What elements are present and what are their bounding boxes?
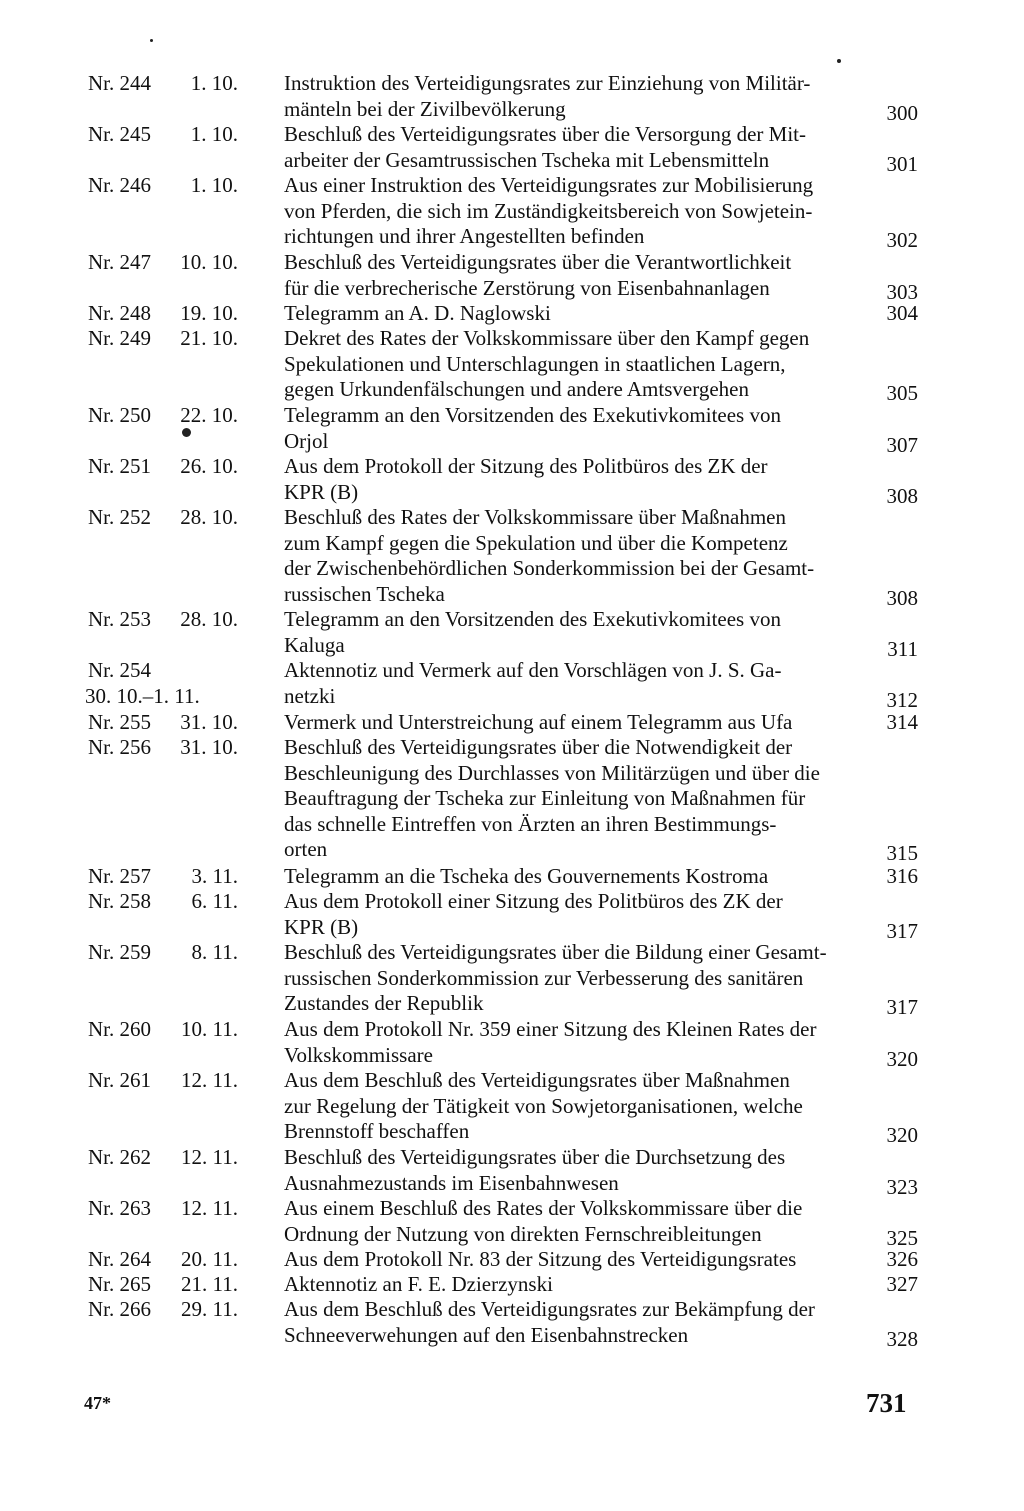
entry-title-line: KPR (B) [284, 914, 359, 939]
entry-date: 1. 10. [190, 173, 238, 197]
entry-date: 21. 11. [181, 1272, 238, 1296]
entry-number: Nr. 251 [88, 454, 151, 478]
entry-page: 327 [886, 1272, 918, 1296]
entry-title-line: Telegramm an A. D. Naglowski [284, 301, 551, 325]
entry-page: 317 [886, 918, 918, 943]
entry-title-line: netzki [284, 683, 336, 708]
entry-number: Nr. 259 [88, 940, 151, 964]
entry-date: 21. 10. [180, 326, 238, 350]
entry-date: 31. 10. [180, 735, 238, 759]
entry-page: 302 [886, 228, 918, 252]
entry-page: 304 [886, 301, 918, 325]
entry-title [284, 301, 872, 327]
entry-number: Nr. 246 [88, 173, 151, 197]
entry-title-line: Spekulationen und Unterschlagungen in staatlichen Lagern, [284, 351, 786, 376]
entry-title-line: zum Kampf gegen die Spekulation und über die Kompetenz [284, 530, 788, 555]
entry-date: 8. 11. [191, 940, 238, 964]
entry-date: 12. 11. [181, 1068, 238, 1092]
entry-number: Nr. 266 [88, 1297, 151, 1321]
entry-title-line: Telegramm an die Tscheka des Gouvernements Kostroma [284, 864, 769, 888]
entry-title [284, 454, 872, 505]
entry-title-line: Dekret des Rates der Volkskommissare über den Kampf gegen [284, 326, 810, 350]
entry-page: 300 [886, 100, 918, 125]
scan-speck [837, 59, 841, 63]
entry-date: 10. 11. [181, 1017, 238, 1041]
entry-title-line: das schnelle Eintreffen von Ärzten an ihren Bestimmungs- [284, 811, 777, 836]
entry-title-line: Aus dem Beschluß des Verteidigungsrates über Maßnahmen [284, 1068, 790, 1092]
entry-title [284, 1247, 872, 1273]
entry-number: Nr. 255 [88, 710, 151, 734]
entry-page: 312 [886, 687, 918, 712]
entry-title-line: Aus dem Protokoll der Sitzung des Politbüros des ZK der [284, 454, 768, 478]
entry-title [284, 71, 872, 122]
entry-title [284, 1017, 872, 1068]
entry-title [284, 403, 872, 454]
entry-number: Nr. 256 [88, 735, 151, 759]
entry-number: Nr. 249 [88, 326, 151, 350]
entry-title-line: für die verbrecherische Zerstörung von Eisenbahnanlagen [284, 275, 770, 300]
entry-date: 6. 11. [191, 889, 238, 913]
entry-title-line: Aktennotiz und Vermerk auf den Vorschlägen von J. S. Ga- [284, 658, 782, 682]
entry-title-line: Instruktion des Verteidigungsrates zur Einziehung von Militär- [284, 71, 811, 95]
entry-date: 28. 10. [180, 607, 238, 631]
entry-title [284, 1068, 872, 1145]
entry-title-line: Aus dem Protokoll Nr. 359 einer Sitzung des Kleinen Rates der [284, 1017, 817, 1041]
entry-date: 12. 11. [181, 1196, 238, 1220]
entry-page: 323 [886, 1174, 918, 1199]
scan-speck [182, 428, 191, 437]
entry-title [284, 173, 872, 250]
entry-title-line: arbeiter der Gesamtrussischen Tscheka mit Lebensmitteln [284, 147, 770, 172]
entry-title-line: Aktennotiz an F. E. Dzierzynski [284, 1272, 553, 1296]
entry-title-line: Beschluß des Rates der Volkskommissare über Maßnahmen [284, 505, 786, 529]
entry-number: Nr. 262 [88, 1145, 151, 1169]
entry-number: Nr. 265 [88, 1272, 151, 1296]
entry-title-line: Beschluß des Verteidigungsrates über die Bildung einer Gesamt- [284, 940, 827, 964]
entry-title [284, 735, 872, 863]
entry-title-line: Beschluß des Verteidigungsrates über die Versorgung der Mit- [284, 122, 806, 146]
entry-title-line: Zustandes der Republik [284, 991, 484, 1015]
entry-date: 1. 10. [190, 122, 238, 146]
entry-title-line: Aus dem Protokoll einer Sitzung des Politbüros des ZK der [284, 889, 783, 913]
entry-page: 311 [887, 636, 918, 661]
entry-number: Nr. 258 [88, 889, 151, 913]
entry-title [284, 1145, 872, 1196]
entry-title-line: der Zwischenbehördlichen Sonderkommission bei der Gesamt- [284, 556, 815, 580]
entry-title-line: orten [284, 837, 328, 861]
entry-page: 305 [886, 381, 918, 405]
entry-title-line: russischen Tscheka [284, 581, 445, 606]
entry-page: 316 [886, 864, 918, 888]
entry-number: Nr. 261 [88, 1068, 151, 1092]
entry-title [284, 658, 872, 709]
entry-title [284, 250, 872, 301]
entry-title-line: KPR (B) [284, 479, 359, 504]
entry-title-line: Beschluß des Verteidigungsrates über die Durchsetzung des [284, 1145, 786, 1169]
entry-page: 320 [886, 1046, 918, 1071]
entry-number: Nr. 263 [88, 1196, 151, 1220]
entry-number: Nr. 254 [88, 658, 151, 682]
entry-page: 307 [886, 432, 918, 457]
entry-number: Nr. 244 [88, 71, 151, 95]
entry-page: 315 [886, 841, 918, 865]
printer-signature: 47* [84, 1393, 111, 1413]
entry-number: Nr. 253 [88, 607, 151, 631]
entry-title-line: Beauftragung der Tscheka zur Einleitung von Maßnahmen für [284, 786, 806, 810]
entry-title [284, 122, 872, 173]
entry-date: 3. 11. [191, 864, 238, 888]
entry-title-line: Aus einem Beschluß des Rates der Volkskommissare über die [284, 1196, 803, 1220]
entry-title-line: Beschluß des Verteidigungsrates über die Verantwortlichkeit [284, 250, 792, 274]
entry-page: 328 [886, 1326, 918, 1351]
entry-title-line: von Pferden, die sich im Zuständigkeitsbereich von Sowjetein- [284, 198, 813, 223]
entry-title-line: Orjol [284, 428, 329, 453]
entry-page: 308 [886, 483, 918, 508]
entry-title [284, 326, 872, 403]
entry-title-line: Telegramm an den Vorsitzenden des Exekutivkomitees von [284, 403, 781, 427]
entry-date: 29. 11. [181, 1297, 238, 1321]
entry-title-line: mänteln bei der Zivilbevölkerung [284, 96, 566, 121]
entry-title-line: russischen Sonderkommission zur Verbesserung des sanitären [284, 965, 804, 990]
entry-number: Nr. 247 [88, 250, 151, 274]
entry-title-line: Ausnahmezustands im Eisenbahnwesen [284, 1170, 619, 1195]
entry-title-line: richtungen und ihrer Angestellten befinden [284, 224, 645, 248]
entry-page: 325 [886, 1225, 918, 1250]
entry-page: 301 [886, 151, 918, 176]
entry-title-line: Brennstoff beschaffen [284, 1119, 470, 1143]
entry-title-line: Aus dem Beschluß des Verteidigungsrates zur Bekämpfung der [284, 1297, 815, 1321]
entry-title-line: Aus dem Protokoll Nr. 83 der Sitzung des Verteidigungsrates [284, 1247, 797, 1271]
entry-title [284, 505, 872, 607]
entry-title-line: zur Regelung der Tätigkeit von Sowjetorganisationen, welche [284, 1093, 803, 1118]
entry-page: 320 [886, 1123, 918, 1147]
entry-number: Nr. 250 [88, 403, 151, 427]
entry-title-line: Volkskommissare [284, 1042, 433, 1067]
entry-date: 26. 10. [180, 454, 238, 478]
entry-title-line: Aus einer Instruktion des Verteidigungsrates zur Mobilisierung [284, 173, 814, 197]
entry-title [284, 889, 872, 940]
entry-title-line: Ordnung der Nutzung von direkten Fernschreibleitungen [284, 1221, 762, 1246]
entry-title-line: Beschleunigung des Durchlasses von Militärzügen und über die [284, 760, 820, 785]
entry-title-line: Vermerk und Unterstreichung auf einem Telegramm aus Ufa [284, 710, 793, 734]
entry-date: 31. 10. [180, 710, 238, 734]
entry-number: Nr. 257 [88, 864, 151, 888]
entry-page: 326 [886, 1247, 918, 1271]
entry-date: 12. 11. [181, 1145, 238, 1169]
entry-title [284, 607, 872, 658]
entry-page: 308 [886, 585, 918, 610]
entry-date: 10. 10. [180, 250, 238, 274]
entry-date: 30. 10.–1. 11. [85, 683, 200, 708]
entry-number: Nr. 264 [88, 1247, 151, 1271]
entry-page: 303 [886, 279, 918, 304]
entry-title-line: Telegramm an den Vorsitzenden des Exekutivkomitees von [284, 607, 781, 631]
entry-number: Nr. 260 [88, 1017, 151, 1041]
entry-title-line: gegen Urkundenfälschungen und andere Amtsvergehen [284, 377, 749, 401]
entry-date: 19. 10. [180, 301, 238, 325]
entry-number: Nr. 252 [88, 505, 151, 529]
entry-title-line: Beschluß des Verteidigungsrates über die Notwendigkeit der [284, 735, 793, 759]
entry-page: 317 [886, 995, 918, 1019]
scan-speck [150, 39, 153, 42]
entry-title [284, 710, 872, 736]
entry-title [284, 940, 872, 1017]
entry-date: 1. 10. [190, 71, 238, 95]
entry-title-line: Kaluga [284, 632, 345, 657]
entry-title [284, 864, 872, 890]
entry-number: Nr. 245 [88, 122, 151, 146]
entry-title-line: Schneeverwehungen auf den Eisenbahnstrecken [284, 1322, 689, 1347]
page-number: 731 [866, 1388, 907, 1418]
entry-title [284, 1297, 872, 1348]
entry-date: 20. 11. [181, 1247, 238, 1271]
entry-date: 28. 10. [180, 505, 238, 529]
entry-date: 22. 10. [180, 403, 238, 427]
entry-title [284, 1196, 872, 1247]
entry-title [284, 1272, 872, 1298]
entry-page: 314 [886, 710, 918, 734]
entry-number: Nr. 248 [88, 301, 151, 325]
